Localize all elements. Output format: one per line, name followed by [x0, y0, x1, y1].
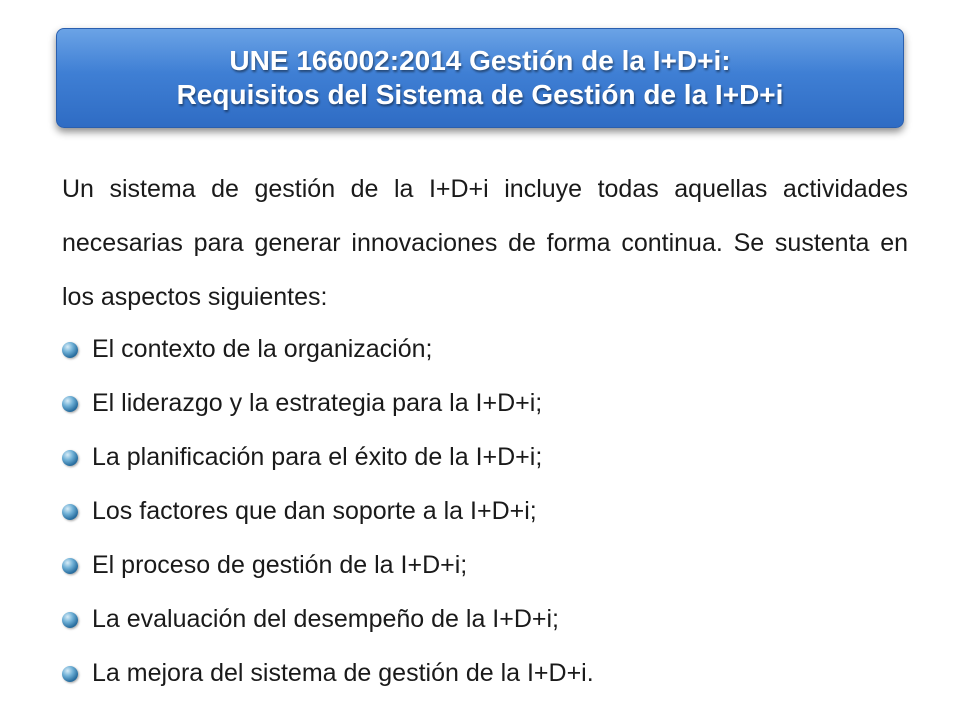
sphere-bullet-icon: [62, 396, 78, 412]
list-item: [62, 592, 908, 646]
list-item: [62, 430, 908, 484]
sphere-bullet-icon: [62, 612, 78, 628]
intro-paragraph: Un sistema de gestión de la I+D+i incluye todas aquellas actividades necesarias para generar innovaciones de forma continua. Se sustenta en los aspectos siguientes:: [62, 175, 908, 311]
list-item-text: La mejora del sistema de gestión de la I+D+i.: [92, 659, 594, 687]
sphere-bullet-icon: [62, 666, 78, 682]
list-item: [62, 646, 908, 700]
list-item: [62, 376, 908, 430]
list-item: [62, 538, 908, 592]
list-item-text: El proceso de gestión de la I+D+i;: [92, 551, 468, 579]
list-item-text: La evaluación del desempeño de la I+D+i;: [92, 605, 559, 633]
sphere-bullet-icon: [62, 504, 78, 520]
list-item: [62, 484, 908, 538]
sphere-bullet-icon: [62, 342, 78, 358]
slide-title-banner: [56, 28, 904, 128]
list-item-text: Los factores que dan soporte a la I+D+i;: [92, 497, 537, 525]
list-item-text: El liderazgo y la estrategia para la I+D+i;: [92, 389, 543, 417]
sphere-bullet-icon: [62, 558, 78, 574]
list-item-text: La planificación para el éxito de la I+D+i;: [92, 443, 543, 471]
slide-title-line-1: UNE 166002:2014 Gestión de la I+D+i:: [229, 45, 731, 76]
list-item-text: El contexto de la organización;: [92, 335, 433, 363]
slide-title-line-2: Requisitos del Sistema de Gestión de la I+D+i: [176, 79, 784, 110]
aspects-list: [62, 322, 908, 700]
list-item: [62, 322, 908, 376]
sphere-bullet-icon: [62, 450, 78, 466]
